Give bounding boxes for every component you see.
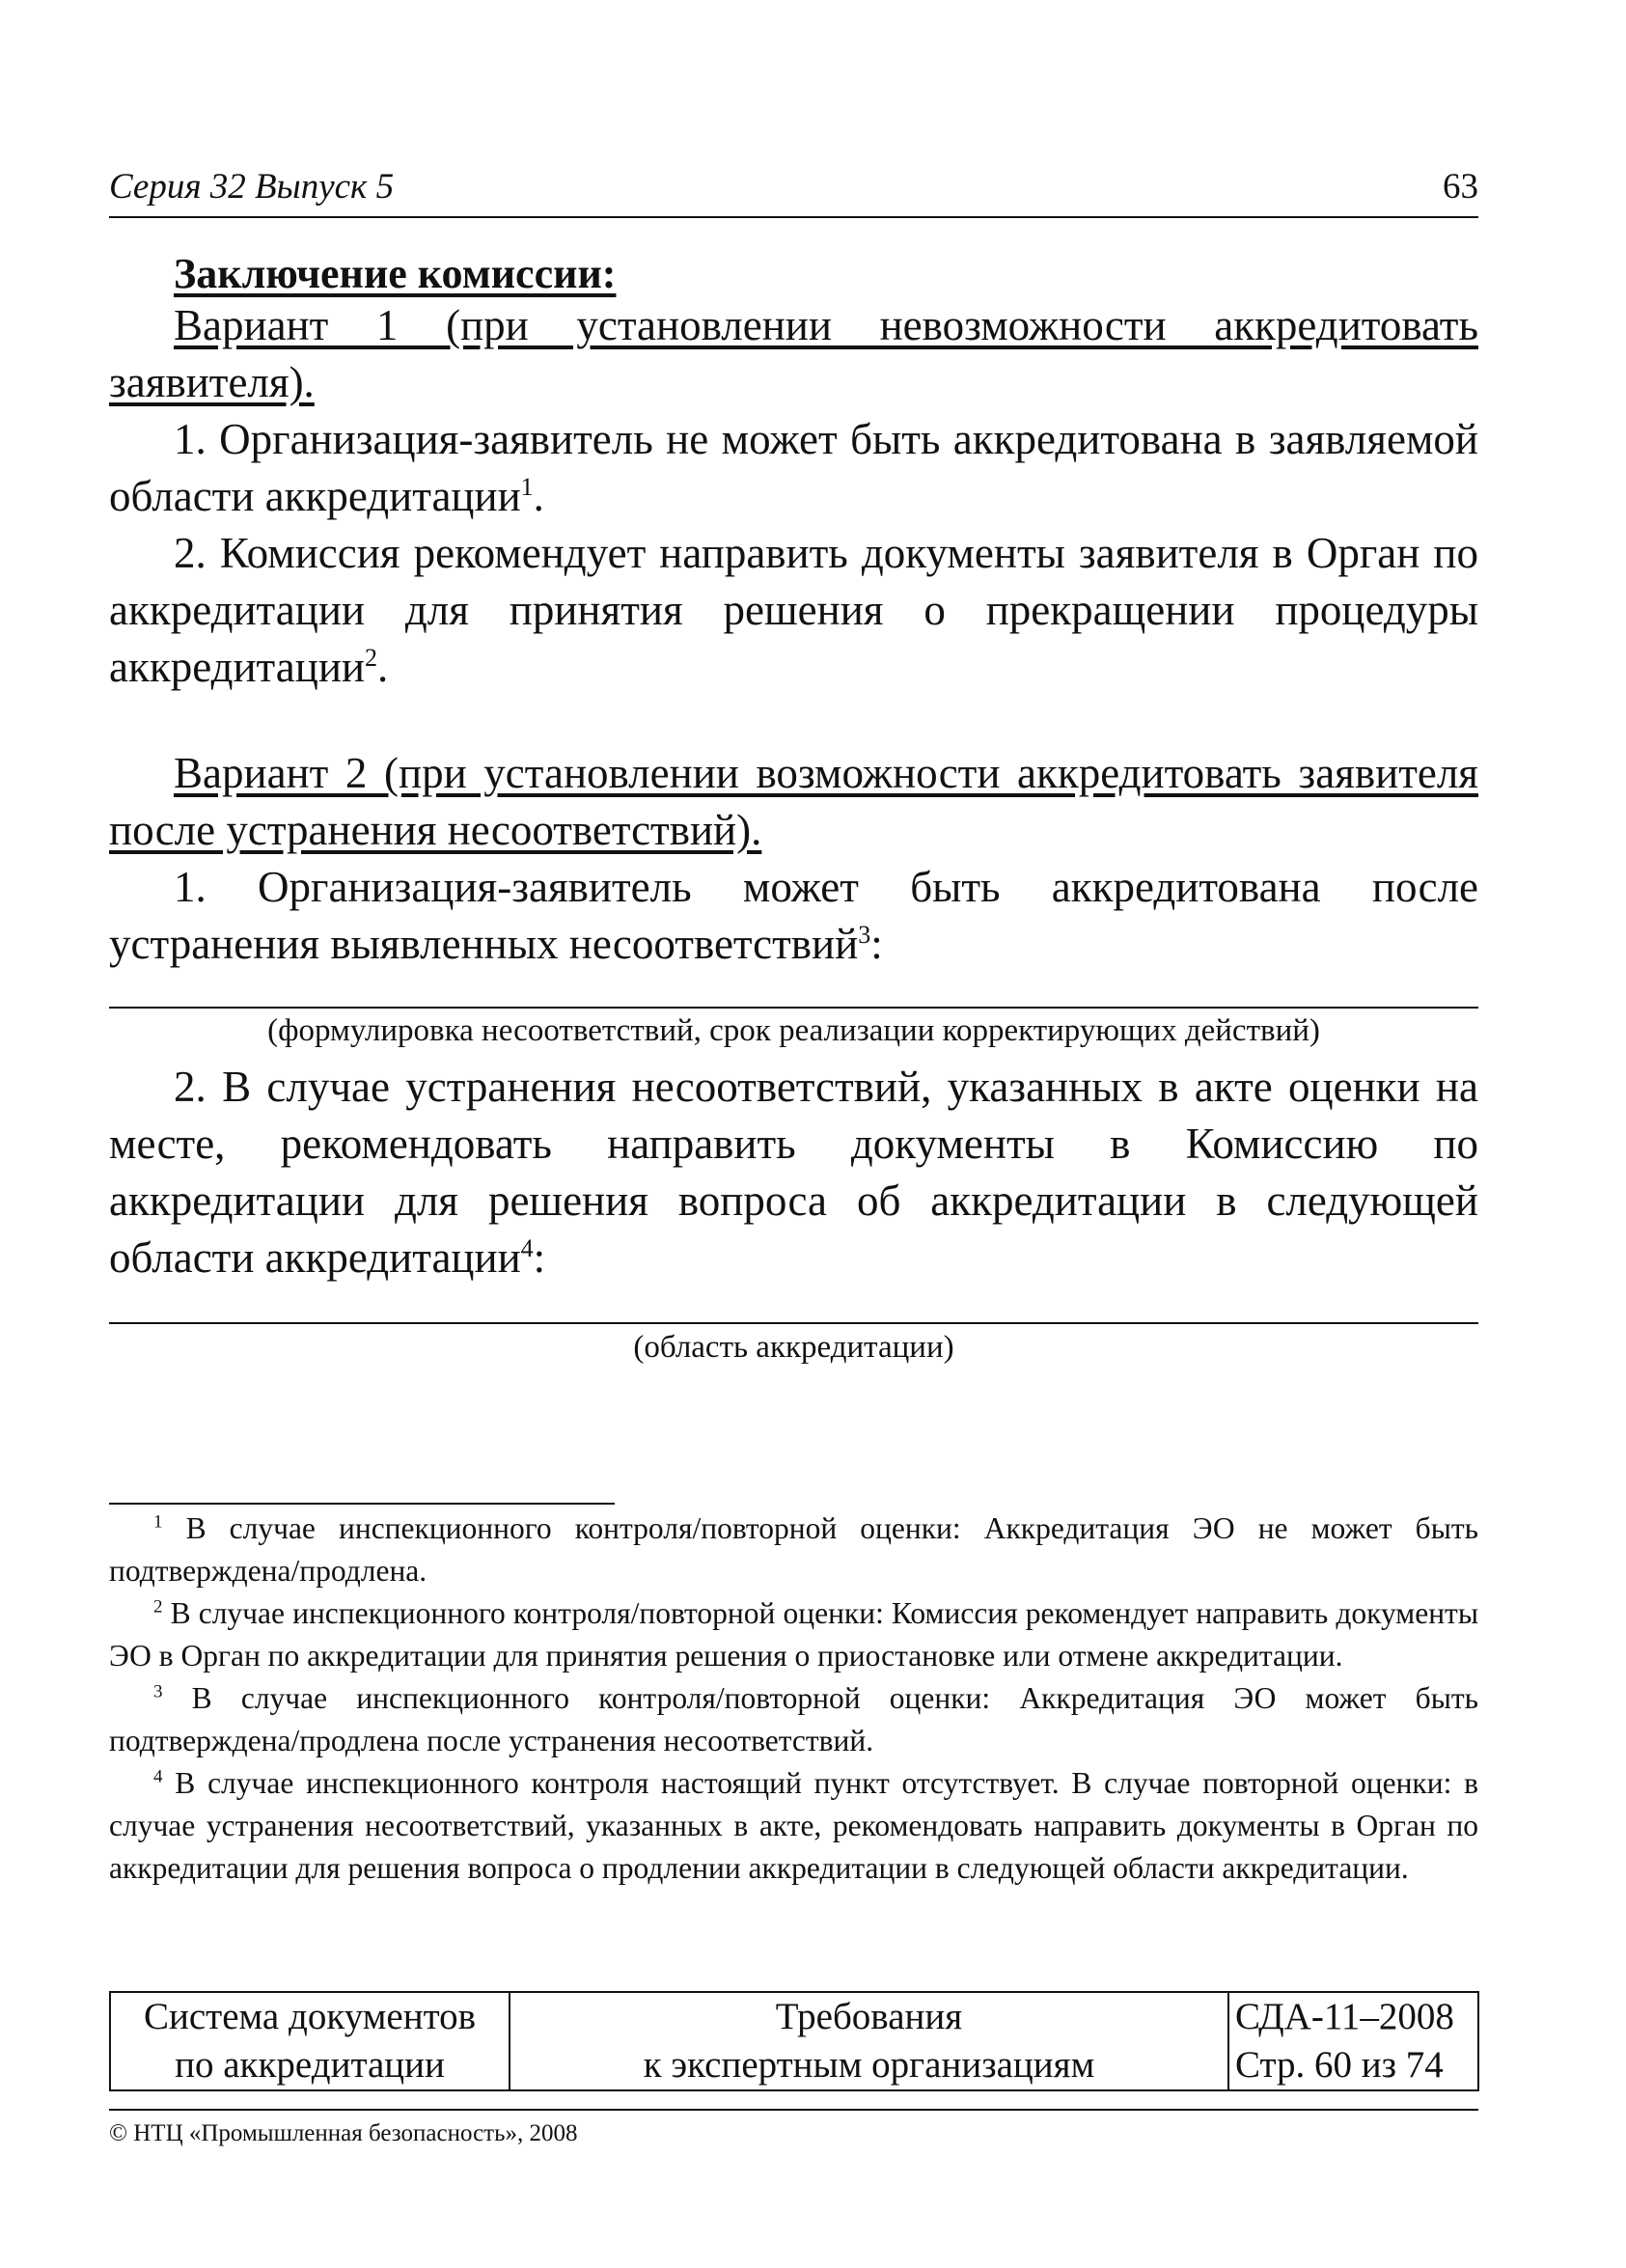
variant-1-block [109,297,1478,696]
variant-1-item-1: 1. Организация-заявитель не может быть аккредитована в заявляемой области аккредитации$^1$. [109,415,1478,520]
footnote-4: $^4$ В случае инспекционного контроля настоящий пункт отсутствует. В случае повторной оценки: в случае устранения несоответствий, указанных в акте, рекомендовать направить документы в Орган по аккредитации для решения вопроса о продлении аккредитации в следующей области аккредитации. [109,1766,1478,1885]
fill-in-line-scope [109,1322,1478,1324]
caption-scope: (область аккредитации) [633,1330,954,1365]
footer-separator [109,2109,1478,2111]
page-number: 63 [1443,167,1478,207]
series-label: Серия 32 Выпуск 5 [109,167,395,207]
footnotes [109,1507,1478,1890]
footnote-ref: 1 [520,473,534,501]
running-header [109,162,1478,218]
footnote-1: $^1$ В случае инспекционного контроля/повторной оценки: Аккредитация ЭО не может быть подтверждена/продлена. [109,1511,1478,1588]
variant-2-item-2: 2. В случае устранения несоответствий, указанных в акте оценки на месте, рекомендовать направить документы в Комиссию по аккредитации для решения вопроса об аккредитации в следующей области аккредитации$^4$: [109,1063,1478,1282]
doc-requirements-cell: Требования к экспертным организациям [510,1992,1228,2090]
fill-in-line-nonconformities [109,1007,1478,1009]
variant-1-item-2: 2. Комиссия рекомендует направить документы заявителя в Орган по аккредитации для принятия решения о прекращении процедуры аккредитации$^2$. [109,529,1478,691]
doc-code-cell: СДА-11–2008 Стр. 60 из 74 [1228,1992,1478,2090]
variant-2-item-2-block [109,1059,1478,1286]
footnote-ref: 3 [858,921,871,949]
footnote-separator [109,1503,615,1505]
caption-nonconformities: (формулировка несоответствий, срок реализации корректирующих действий) [267,1013,1320,1048]
footnote-2: $^2$ В случае инспекционного контроля/повторной оценки: Комиссия рекомендует направить документы ЭО в Орган по аккредитации для принятия решения о приостановке или отмене аккредитации. [109,1596,1478,1673]
document-info-table [109,1991,1479,2091]
variant-1-heading: Вариант 1 (при установлении невозможности аккредитовать заявителя). [109,301,1478,406]
variant-2-heading: Вариант 2 (при установлении возможности аккредитовать заявителя после устранения несоответствий). [109,749,1478,854]
section-title: Заключение комиссии: [174,250,617,297]
footnote-3: $^3$ В случае инспекционного контроля/повторной оценки: Аккредитация ЭО может быть подтверждена/продлена после устранения несоответствий. [109,1681,1478,1757]
copyright-notice: © НТЦ «Промышленная безопасность», 2008 [109,2120,578,2146]
variant-2-item-1: 1. Организация-заявитель может быть аккредитована после устранения выявленных несоответствий$^3$: [109,863,1478,968]
footnote-ref: 4 [520,1234,534,1262]
doc-system-cell: Система документов по аккредитации [110,1992,510,2090]
footnote-ref: 2 [365,644,377,672]
variant-2-block [109,745,1478,973]
